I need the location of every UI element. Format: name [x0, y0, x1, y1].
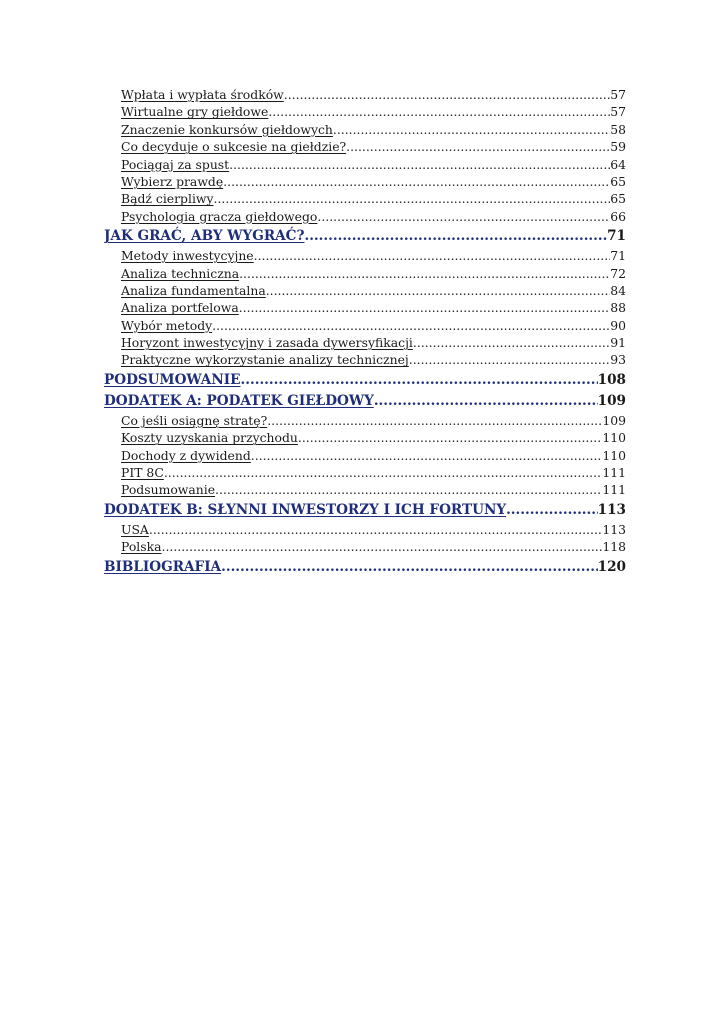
toc-page-number: 113	[597, 501, 626, 518]
toc-entry[interactable]	[104, 557, 626, 577]
toc-entry-title[interactable]: JAK GRAĆ, ABY WYGRAĆ?	[104, 228, 305, 245]
toc-entry-title[interactable]: Analiza fundamentalna	[121, 282, 266, 298]
dot-leader	[241, 370, 598, 390]
toc-entry[interactable]	[104, 464, 626, 481]
dot-leader	[267, 412, 602, 429]
dot-leader	[266, 282, 610, 299]
toc-page-number: 118	[602, 539, 626, 555]
toc-entry[interactable]	[104, 265, 626, 282]
toc-entry-title[interactable]: Bądź cierpliwy	[121, 191, 214, 207]
toc-entry[interactable]	[104, 208, 626, 225]
toc-page-number: 57	[610, 104, 626, 120]
toc-page-number: 72	[610, 265, 626, 281]
dot-leader	[409, 351, 610, 368]
toc-entry-title[interactable]: Analiza portfelowa	[121, 300, 239, 316]
toc-entry[interactable]	[104, 447, 626, 464]
toc-page-number: 64	[610, 156, 626, 172]
toc-entry-title[interactable]: Wybór metody	[121, 317, 213, 333]
toc-page-number: 84	[610, 282, 626, 298]
toc-page-number: 59	[610, 139, 626, 155]
toc-entry[interactable]	[104, 351, 626, 368]
toc-entry-title[interactable]: PIT 8C	[121, 465, 164, 481]
toc-entry[interactable]	[104, 156, 626, 173]
toc-entry-title[interactable]: Praktyczne wykorzystanie analizy technicznej	[121, 352, 409, 368]
toc-page-number: 109	[602, 412, 626, 428]
toc-entry[interactable]	[104, 247, 626, 264]
toc-entry[interactable]	[104, 138, 626, 155]
toc-page-number: 58	[610, 121, 626, 137]
toc-entry-title[interactable]: Psychologia gracza giełdowego	[121, 208, 318, 224]
toc-entry[interactable]	[104, 282, 626, 299]
toc-page-number: 120	[597, 558, 626, 575]
dot-leader	[317, 208, 610, 225]
dot-leader	[333, 121, 610, 138]
toc-entry[interactable]	[104, 173, 626, 190]
dot-leader	[239, 265, 610, 282]
toc-entry-title[interactable]: Analiza techniczna	[121, 265, 240, 281]
dot-leader	[304, 226, 607, 246]
dot-leader	[254, 247, 611, 264]
dot-leader	[162, 538, 603, 555]
toc-entry-title[interactable]: Co decyduje o sukcesie na giełdzie?	[121, 139, 347, 155]
toc-page-number: 93	[610, 352, 626, 368]
dot-leader	[164, 464, 603, 481]
toc-page-number: 110	[602, 447, 626, 463]
toc-entry[interactable]	[104, 86, 626, 103]
toc-page-number: 71	[610, 248, 626, 264]
toc-entry[interactable]	[104, 521, 626, 538]
toc-entry[interactable]	[104, 391, 626, 411]
toc-entry-title[interactable]: Horyzont inwestycyjny i zasada dywersyfikacji	[121, 335, 413, 351]
toc-entry-title[interactable]: PODSUMOWANIE	[104, 371, 241, 388]
toc-entry[interactable]	[104, 370, 626, 390]
toc-entry-title[interactable]: Pociągaj za spust	[121, 156, 230, 172]
toc-page-number: 66	[610, 208, 626, 224]
dot-leader	[229, 156, 610, 173]
dot-leader	[215, 481, 602, 498]
toc-page-number: 65	[610, 173, 626, 189]
toc-page-number: 91	[610, 335, 626, 351]
toc-entry[interactable]	[104, 412, 626, 429]
dot-leader	[251, 447, 603, 464]
toc-entry-title[interactable]: DODATEK B: SŁYNNI INWESTORZY I ICH FORTUNY	[104, 501, 507, 518]
toc-entry[interactable]	[104, 500, 626, 520]
dot-leader	[223, 173, 610, 190]
toc-entry[interactable]	[104, 299, 626, 316]
toc-page-number: 57	[610, 87, 626, 102]
toc-entry-title[interactable]: Wpłata i wypłata środków	[121, 87, 284, 102]
toc-entry[interactable]	[104, 481, 626, 498]
toc-entry-title[interactable]: Koszty uzyskania przychodu	[121, 430, 298, 446]
dot-leader	[298, 429, 602, 446]
toc-entry[interactable]	[104, 226, 626, 246]
dot-leader	[506, 500, 598, 520]
dot-leader	[221, 557, 598, 577]
table-of-contents	[104, 86, 626, 578]
dot-leader	[214, 190, 611, 207]
toc-entry-title[interactable]: Co jeśli osiągnę stratę?	[121, 412, 268, 428]
dot-leader	[346, 138, 610, 155]
dot-leader	[149, 521, 602, 538]
toc-page-number: 111	[602, 482, 626, 498]
toc-entry[interactable]	[104, 190, 626, 207]
toc-entry[interactable]	[104, 121, 626, 138]
toc-entry-title[interactable]: Znaczenie konkursów giełdowych	[121, 121, 333, 137]
toc-entry-title[interactable]: Metody inwestycyjne	[121, 248, 254, 264]
toc-page-number: 71	[607, 228, 626, 245]
toc-entry[interactable]	[104, 538, 626, 555]
toc-entry-title[interactable]: DODATEK A: PODATEK GIEŁDOWY	[104, 392, 374, 409]
toc-entry-title[interactable]: Dochody z dywidend	[121, 447, 251, 463]
toc-page-number: 109	[597, 392, 626, 409]
toc-entry-title[interactable]: Polska	[121, 539, 162, 555]
toc-page-number: 113	[602, 521, 626, 537]
toc-entry[interactable]	[104, 334, 626, 351]
toc-entry[interactable]	[104, 317, 626, 334]
dot-leader	[413, 334, 610, 351]
dot-leader	[284, 86, 610, 103]
toc-page-number: 110	[602, 430, 626, 446]
dot-leader	[268, 103, 610, 120]
dot-leader	[239, 299, 610, 316]
dot-leader	[374, 391, 598, 411]
toc-entry[interactable]	[104, 103, 626, 120]
toc-entry[interactable]	[104, 429, 626, 446]
toc-entry-title[interactable]: Wirtualne gry giełdowe	[121, 104, 269, 120]
toc-page-number: 111	[602, 465, 626, 481]
toc-page-number: 108	[597, 371, 626, 388]
toc-page-number: 88	[610, 300, 626, 316]
dot-leader	[212, 317, 610, 334]
toc-entry-title[interactable]: USA	[121, 521, 149, 537]
toc-entry-title[interactable]: BIBLIOGRAFIA	[104, 558, 222, 575]
toc-entry-title[interactable]: Wybierz prawdę	[121, 173, 224, 189]
toc-entry-title[interactable]: Podsumowanie	[121, 482, 216, 498]
toc-page-number: 90	[610, 317, 626, 333]
toc-page-number: 65	[610, 191, 626, 207]
